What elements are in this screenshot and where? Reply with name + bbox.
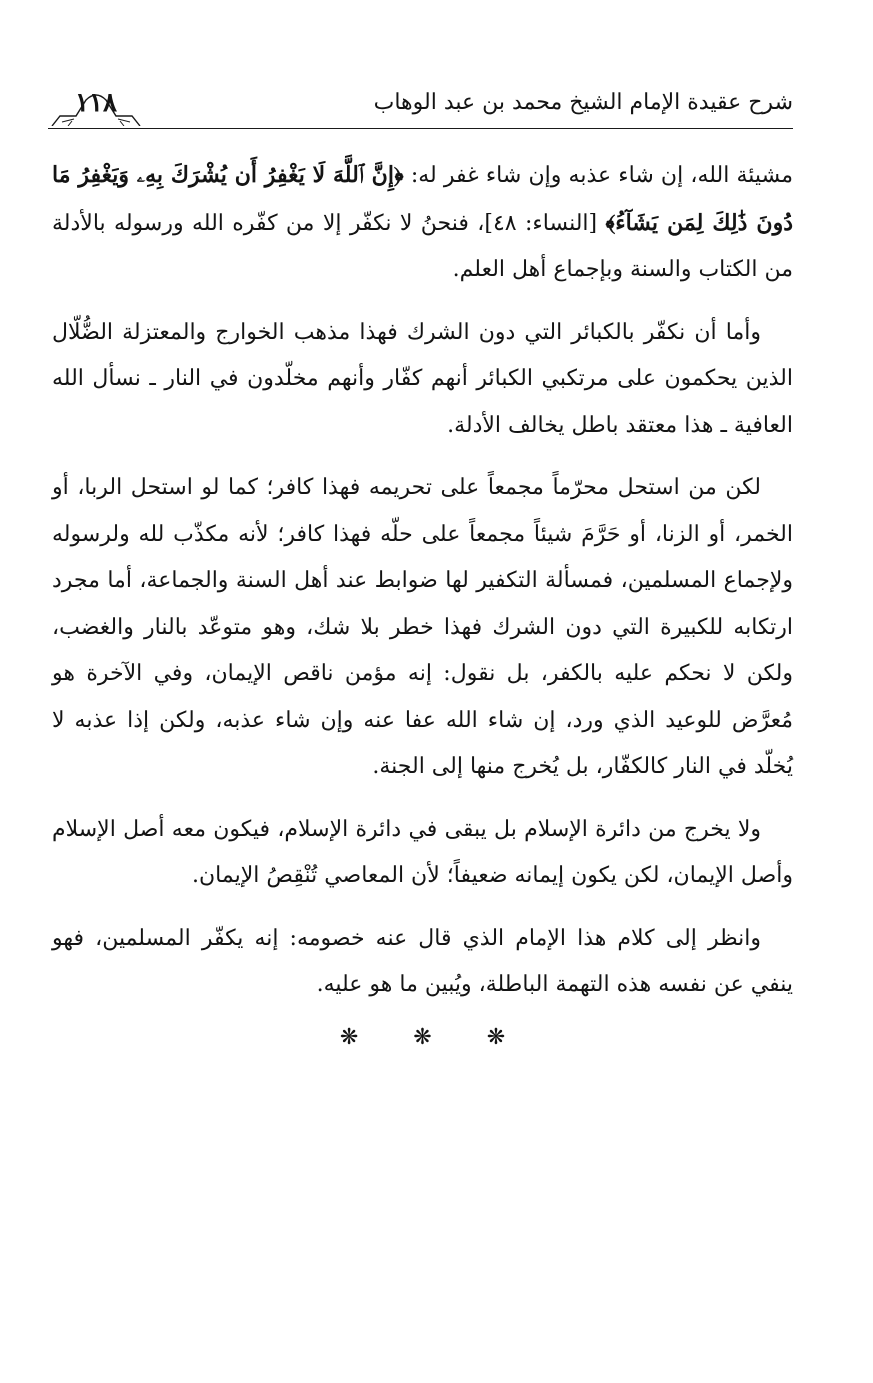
page-number-ornament	[48, 86, 144, 126]
header-divider	[48, 128, 793, 129]
running-header	[48, 86, 793, 130]
body-text	[52, 152, 793, 1055]
quran-verse: ﴿إِنَّ ٱللَّهَ لَا يَغْفِرُ أَن يُشْرَكَ بِهِۦ وَيَغْفِرُ مَا دُونَ ذَٰلِكَ لِمَن يَشَآءُ﴾	[52, 162, 793, 236]
paragraph-3: لكن من استحل محرّماً مجمعاً على تحريمه فهذا كافر؛ كما لو استحل الربا، أو الخمر، أو الزنا، أو حَرَّمَ شيئاً مجمعاً على حلّه فهذا كافر؛ لأنه مكذّب لله ولرسوله ولإجماع المسلمين، فمسألة التكفير لها ضوابط عند أهل السنة والجماعة، أما مجرد ارتكابه للكبيرة التي دون الشرك فهذا خطر بلا شك، وهو متوعّد بالنار والغضب، ولكن لا نحكم عليه بالكفر، بل نقول: إنه مؤمن ناقص الإيمان، وفي الآخرة هو مُعرَّض للوعيد الذي ورد، إن شاء الله عفا عنه وإن شاء عذبه، ولكن إذا عذبه لا يُخلّد في النار كالكفّار، بل يُخرج منها إلى الجنة.	[52, 475, 793, 779]
paragraph-5: وانظر إلى كلام هذا الإمام الذي قال عنه خصومه: إنه يكفّر المسلمين، فهو ينفي عن نفسه هذه التهمة الباطلة، ويُبين ما هو عليه.	[52, 925, 793, 997]
paragraph-2: وأما أن نكفّر بالكبائر التي دون الشرك فهذا مذهب الخوارج والمعتزلة الضُّلّال الذين يحكمون على مرتكبي الكبائر أنهم كفّار وأنهم مخلّدون في النار ـ نسأل الله العافية ـ هذا معتقد باطل يخالف الأدلة.	[52, 319, 793, 438]
paragraph-1	[52, 152, 793, 294]
paragraph-4: ولا يخرج من دائرة الإسلام بل يبقى في دائرة الإسلام، فيكون معه أصل الإسلام وأصل الإيمان، لكن يكون إيمانه ضعيفاً؛ لأن المعاصي تُنْقِصُ الإيمان.	[52, 816, 793, 888]
section-separator: ❋ ❋ ❋	[339, 1024, 530, 1050]
page-number: ١١٨	[75, 88, 117, 118]
paragraph-1-before: مشيئة الله، إن شاء عذبه وإن شاء غفر له:	[403, 163, 793, 188]
paragraph-1-after: [النساء: ٤٨]، فنحنُ لا نكفّر إلا من كفّره الله ورسوله بالأدلة من الكتاب والسنة وبإجماع أهل العلم.	[52, 210, 793, 282]
running-header-title: شرح عقيدة الإمام الشيخ محمد بن عبد الوهاب	[373, 90, 793, 115]
